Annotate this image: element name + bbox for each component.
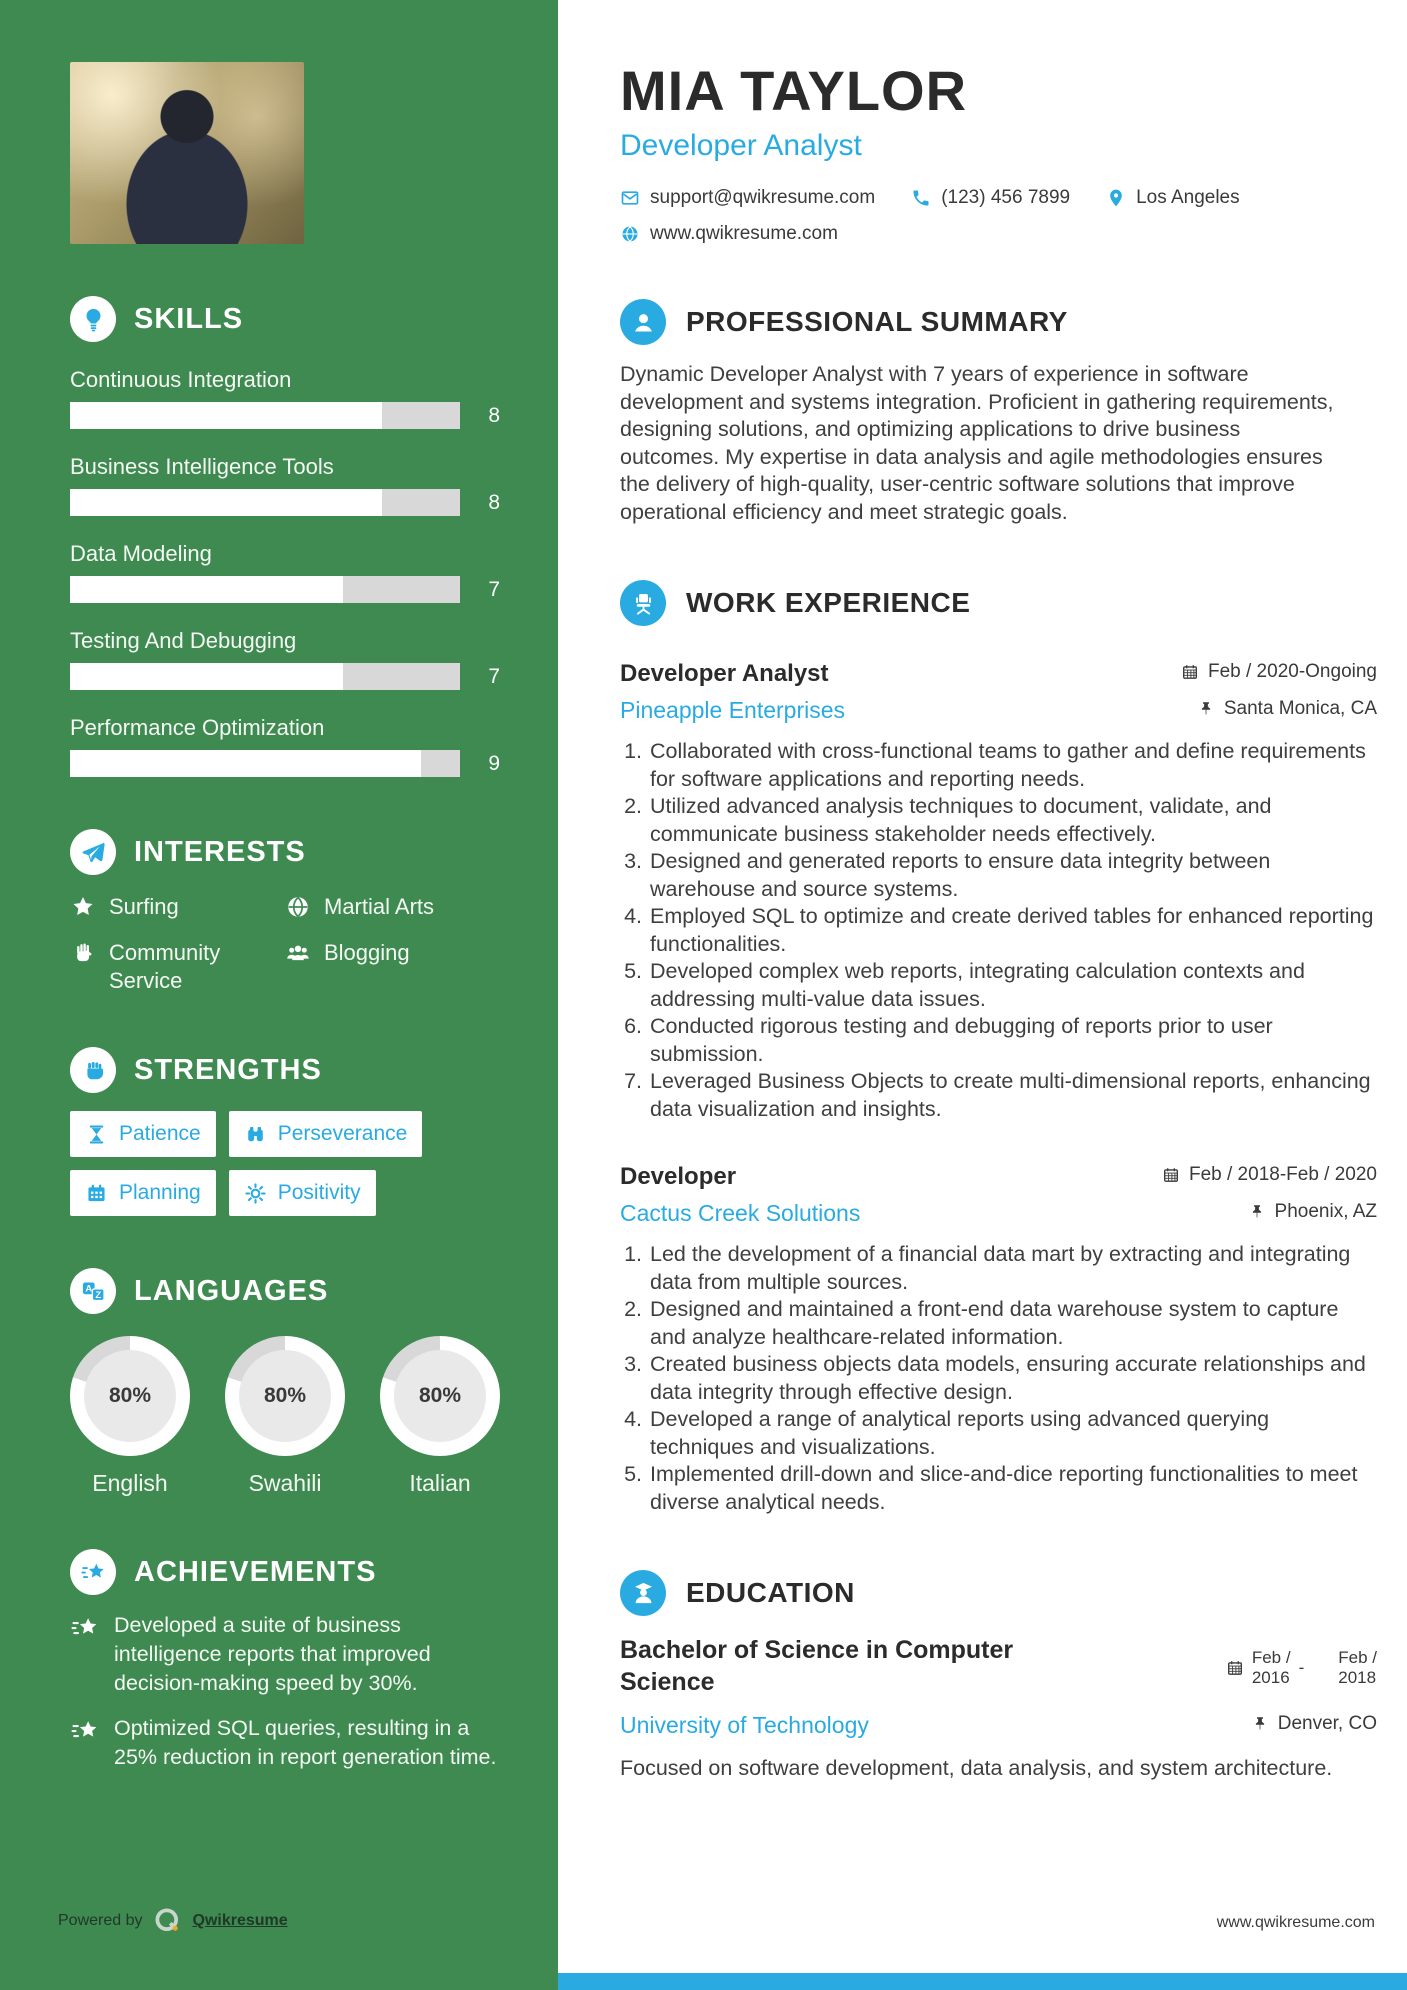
pushpin-icon bbox=[1251, 1715, 1269, 1733]
job-bullet: 2. Utilized advanced analysis techniques to document, validate, and communicate business stakeholder needs effectively. bbox=[648, 793, 1377, 848]
language-donut bbox=[70, 1336, 190, 1456]
calendar-icon bbox=[1162, 1166, 1180, 1184]
pushpin-icon bbox=[1248, 1203, 1266, 1221]
summary-section-header bbox=[620, 299, 1377, 345]
skill-name: Performance Optimization bbox=[70, 715, 325, 740]
skill-score: 7 bbox=[488, 664, 500, 688]
interest-label: Surfing bbox=[109, 894, 179, 919]
summary-title: PROFESSIONAL SUMMARY bbox=[686, 306, 1068, 337]
main-content bbox=[558, 0, 1407, 1804]
interest-label: Blogging bbox=[324, 940, 410, 965]
achievements-section bbox=[70, 1549, 500, 1772]
strength-chip bbox=[229, 1111, 423, 1157]
language-percent: 80% bbox=[108, 1384, 152, 1407]
phone-item bbox=[911, 187, 1070, 209]
paper-plane-icon bbox=[70, 829, 116, 875]
email-link[interactable]: support@qwikresume.com bbox=[650, 187, 876, 208]
interest-item bbox=[285, 893, 500, 921]
fist-icon bbox=[70, 1047, 116, 1093]
strength-label: Patience bbox=[119, 1122, 201, 1145]
skills-section bbox=[70, 296, 500, 777]
skill-bar bbox=[70, 402, 460, 429]
job-location: Phoenix, AZ bbox=[1274, 1201, 1377, 1222]
location-item bbox=[1106, 187, 1240, 209]
job-bullet: 2. Designed and maintained a front-end data warehouse system to capture and analyze healthcare-related information. bbox=[648, 1296, 1377, 1351]
job-bullet: 1. Collaborated with cross-functional teams to gather and define requirements for software applications and reporting needs. bbox=[648, 738, 1377, 793]
powered-by bbox=[58, 1906, 288, 1936]
shooting-star-icon bbox=[70, 1549, 116, 1595]
powered-by-label: Powered by bbox=[58, 1912, 143, 1929]
map-pin-icon bbox=[1106, 188, 1126, 208]
shooting-star-icon bbox=[70, 1716, 100, 1746]
strength-label: Planning bbox=[119, 1181, 201, 1204]
footer-website: www.qwikresume.com bbox=[1216, 1914, 1375, 1931]
school-link[interactable]: University of Technology bbox=[620, 1712, 869, 1738]
job-bullet: 6. Conducted rigorous testing and debugging of reports prior to user submission. bbox=[648, 1013, 1377, 1068]
education-location: Denver, CO bbox=[1277, 1713, 1377, 1734]
experience-title: WORK EXPERIENCE bbox=[686, 587, 971, 618]
translate-az-icon bbox=[70, 1268, 116, 1314]
calendar-icon bbox=[1226, 1659, 1244, 1677]
star-icon bbox=[70, 894, 96, 920]
education-title: EDUCATION bbox=[686, 1577, 855, 1608]
sun-icon bbox=[244, 1182, 267, 1205]
users-icon bbox=[285, 940, 311, 966]
education-section-header bbox=[620, 1570, 1377, 1616]
skill-score: 8 bbox=[488, 490, 500, 514]
skill-name: Continuous Integration bbox=[70, 367, 292, 392]
job-bullet: 3. Created business objects data models, ensuring accurate relationships and data integrity through effective design. bbox=[648, 1351, 1377, 1406]
job-bullet: 3. Designed and generated reports to ensure data integrity between warehouse and source systems. bbox=[648, 848, 1377, 903]
strength-chip bbox=[229, 1170, 376, 1216]
achievement-item bbox=[70, 1611, 500, 1698]
job-bullet: 4. Developed a range of analytical reports using advanced querying techniques and visualizations. bbox=[648, 1406, 1377, 1461]
language-label: Italian bbox=[409, 1470, 471, 1496]
job-role: Developer Analyst bbox=[620, 660, 829, 687]
calendar-icon bbox=[85, 1182, 108, 1205]
strength-label: Positivity bbox=[277, 1181, 361, 1204]
languages-title: LANGUAGES bbox=[134, 1274, 329, 1307]
svg-text:Z: Z bbox=[94, 1289, 101, 1301]
experience-section-header bbox=[620, 580, 1377, 626]
strengths-section bbox=[70, 1047, 500, 1216]
skill-score: 9 bbox=[488, 751, 500, 775]
interest-label: Martial Arts bbox=[324, 894, 435, 919]
company-link[interactable]: Pineapple Enterprises bbox=[620, 697, 846, 723]
job-entry bbox=[620, 1163, 1377, 1516]
interests-title: INTERESTS bbox=[134, 835, 306, 868]
language-percent: 80% bbox=[418, 1384, 462, 1407]
skill-name: Business Intelligence Tools bbox=[70, 454, 334, 479]
interest-item bbox=[70, 939, 275, 995]
education-date-start: Feb / bbox=[1251, 1648, 1291, 1667]
skill-score: 8 bbox=[488, 403, 500, 427]
skill-name: Data Modeling bbox=[70, 541, 212, 566]
degree-name: Bachelor of Science in Computer Science bbox=[620, 1636, 1014, 1696]
job-bullet: 5. Implemented drill-down and slice-and-dice reporting functionalities to meet diverse analytical needs. bbox=[648, 1461, 1377, 1516]
job-dates: Feb / 2018-Feb / 2020 bbox=[1188, 1164, 1377, 1185]
interest-item bbox=[70, 893, 275, 921]
qwikresume-logo-icon bbox=[153, 1906, 183, 1936]
graduate-icon bbox=[620, 1570, 666, 1616]
skill-bar bbox=[70, 663, 460, 690]
language-item bbox=[70, 1336, 190, 1497]
languages-section bbox=[70, 1268, 500, 1497]
globe-icon bbox=[620, 224, 640, 244]
skill-item bbox=[70, 453, 500, 516]
strengths-title: STRENGTHS bbox=[134, 1053, 322, 1086]
svg-text:A: A bbox=[84, 1283, 92, 1294]
strength-chip bbox=[70, 1111, 216, 1157]
job-bullet: 1. Led the development of a financial data mart by extracting and integrating data from multiple sources. bbox=[648, 1241, 1377, 1296]
company-link[interactable]: Cactus Creek Solutions bbox=[620, 1200, 861, 1226]
language-item bbox=[380, 1336, 500, 1497]
office-chair-icon bbox=[620, 580, 666, 626]
achievement-text: Optimized SQL queries, resulting in a 25% reduction in report generation time. bbox=[114, 1716, 497, 1769]
sidebar bbox=[0, 0, 558, 1990]
language-donut bbox=[225, 1336, 345, 1456]
skill-score: 7 bbox=[488, 577, 500, 601]
website-item bbox=[620, 223, 838, 245]
achievements-title: ACHIEVEMENTS bbox=[134, 1555, 377, 1588]
globe-icon bbox=[285, 894, 311, 920]
person-icon bbox=[620, 299, 666, 345]
lightbulb-icon bbox=[70, 296, 116, 342]
skill-item bbox=[70, 366, 500, 429]
phone-number: (123) 456 7899 bbox=[941, 187, 1071, 208]
summary-text: Dynamic Developer Analyst with 7 years of experience in software development and systems integration. Proficient in gathering requirements, designing solutions, and optimizing applications to drive business outcomes. My expertise in data analysis and agile methodologies ensures the delivery of high-quality, user-centric software solutions that improve operational efficiency and meet strategic goals. bbox=[620, 362, 1334, 524]
job-role: Developer bbox=[620, 1163, 737, 1190]
job-dates: Feb / 2020-Ongoing bbox=[1207, 661, 1377, 682]
education-dates: Feb / 2016 - Feb / 2018 bbox=[1226, 1638, 1377, 1698]
hourglass-icon bbox=[85, 1123, 108, 1146]
shooting-star-icon bbox=[70, 1613, 100, 1643]
language-percent: 80% bbox=[263, 1384, 307, 1407]
website-link[interactable]: www.qwikresume.com bbox=[650, 223, 838, 244]
job-location: Santa Monica, CA bbox=[1223, 698, 1377, 719]
education-date-end: Feb / bbox=[1338, 1648, 1377, 1667]
qwikresume-link[interactable]: Qwikresume bbox=[192, 1912, 288, 1929]
envelope-icon bbox=[620, 188, 640, 208]
skill-bar bbox=[70, 750, 460, 777]
education-date-separator: - bbox=[1298, 1658, 1305, 1677]
profile-photo bbox=[70, 62, 304, 244]
skill-bar bbox=[70, 489, 460, 516]
strength-chip bbox=[70, 1170, 216, 1216]
achievement-item bbox=[70, 1714, 500, 1772]
hand-icon bbox=[70, 940, 96, 966]
skill-name: Testing And Debugging bbox=[70, 628, 297, 653]
job-bullet: 5. Developed complex web reports, integrating calculation contexts and addressing multi-value data issues. bbox=[648, 958, 1377, 1013]
language-item bbox=[225, 1336, 345, 1497]
language-label: English bbox=[92, 1470, 168, 1496]
job-entry bbox=[620, 660, 1377, 1123]
location-text: Los Angeles bbox=[1136, 187, 1240, 208]
skills-title: SKILLS bbox=[134, 302, 244, 335]
job-bullet: 7. Leveraged Business Objects to create multi-dimensional reports, enhancing data visualization and insights. bbox=[648, 1068, 1377, 1123]
job-bullets bbox=[620, 738, 1377, 1123]
interest-label: Community Service bbox=[109, 940, 221, 993]
skill-item bbox=[70, 714, 500, 777]
language-donut bbox=[380, 1336, 500, 1456]
skill-item bbox=[70, 627, 500, 690]
language-label: Swahili bbox=[248, 1470, 322, 1496]
job-bullet: 4. Employed SQL to optimize and create derived tables for enhanced reporting functionalities. bbox=[648, 903, 1377, 958]
person-title: Developer Analyst bbox=[620, 129, 862, 162]
skill-item bbox=[70, 540, 500, 603]
person-name: MIA TAYLOR bbox=[620, 59, 968, 122]
achievement-text: Developed a suite of business intelligence reports that improved decision-making speed by 30%. bbox=[114, 1613, 431, 1695]
phone-icon bbox=[911, 188, 931, 208]
pushpin-icon bbox=[1197, 700, 1215, 718]
bottom-accent-bar bbox=[558, 1973, 1407, 1990]
job-bullets bbox=[620, 1241, 1377, 1516]
education-description: Focused on software development, data analysis, and system architecture. bbox=[620, 1756, 1333, 1780]
email-item bbox=[620, 187, 875, 209]
skill-bar bbox=[70, 576, 460, 603]
interests-section bbox=[70, 829, 500, 995]
strength-label: Perseverance bbox=[277, 1122, 408, 1145]
interest-item bbox=[285, 939, 500, 995]
calendar-icon bbox=[1181, 663, 1199, 681]
binoculars-icon bbox=[244, 1123, 267, 1146]
